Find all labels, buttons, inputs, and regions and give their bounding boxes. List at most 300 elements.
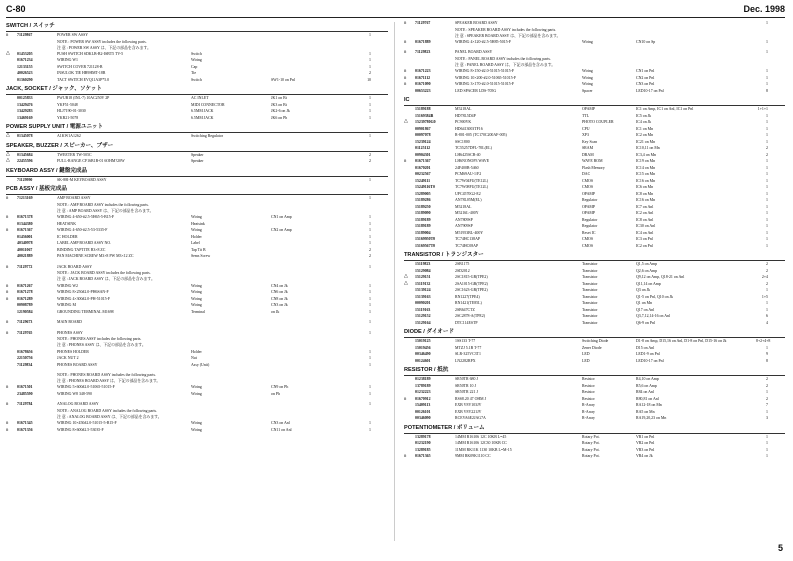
- safety-mark: △: [6, 158, 10, 164]
- note-text: 注 意 : SPEAKER BOARD ASSY は、下記の部品を含みます。: [455, 33, 561, 38]
- safety-mark: △: [6, 50, 10, 56]
- part-description: LABEL AMP BOARD ASSY NO.: [57, 241, 112, 246]
- note-text: NOTE : POWER SW ASSY includes the following parts.: [57, 39, 147, 44]
- part-number: 15139124: [415, 288, 431, 293]
- part-remark: Wiring: [582, 82, 593, 87]
- part-number: 01453205: [17, 51, 33, 56]
- section-heading: POTENTIOMETER / ボリューム: [404, 425, 785, 434]
- part-description: TC7W04FU(TE12L): [455, 178, 489, 183]
- part-number: 00124601: [415, 358, 431, 363]
- part-remark: Transistor: [582, 262, 598, 267]
- part-remark: Wiring: [191, 421, 202, 426]
- new-part-mark: #: [6, 282, 9, 288]
- part-reference: Q2,6 on Amp: [636, 268, 658, 273]
- part-number: 00908789: [17, 303, 33, 308]
- part-remark: SRAM: [582, 146, 594, 151]
- part-description: TC55257DFL-70L(EL): [455, 146, 492, 151]
- part-row: [6, 391, 388, 398]
- part-remark: Transistor: [582, 301, 598, 306]
- part-remark: Flash Memory: [582, 165, 605, 170]
- part-description: 14MM R16106 12C 10KB L=45: [455, 434, 507, 439]
- part-description: RN1227(TPE4): [455, 294, 480, 299]
- part-number: 00097078: [415, 133, 431, 138]
- part-quantity: 1+5: [761, 294, 768, 299]
- part-description: LH6NONOP3 WAVE: [455, 159, 490, 164]
- part-remark: Cap: [191, 64, 198, 69]
- part-quantity: 9: [766, 352, 768, 357]
- part-quantity: 2: [766, 377, 768, 382]
- part-quantity: 1: [369, 109, 371, 114]
- part-quantity: 2: [766, 383, 768, 388]
- part-quantity: 2: [766, 152, 768, 157]
- part-remark: Wiring: [191, 296, 202, 301]
- part-quantity: 2: [369, 254, 371, 259]
- part-quantity: 1: [369, 427, 371, 432]
- note-text: 注 意 : AMP BOARD ASSY は、下記の部品を含みます。: [57, 209, 154, 214]
- part-number: 01671367: [415, 159, 431, 164]
- part-description: PUSH SWITCH SDKLB-B2-ISBT5 TV-5: [57, 51, 124, 56]
- part-reference: RA5 on Mn: [636, 409, 655, 414]
- part-description: A1KW1A1262: [57, 134, 81, 139]
- part-description: RCEVA6E2JAG7A: [455, 416, 486, 421]
- new-part-mark: [404, 320, 415, 327]
- part-description: M51953BL-400Y: [455, 230, 484, 235]
- part-reference: CN11 on Anl: [271, 427, 292, 432]
- part-description: PWUB18 (INL-7) 10AC250V 2P: [57, 96, 110, 101]
- part-remark: Resistor: [582, 377, 595, 382]
- new-part-mark: [6, 77, 17, 84]
- new-part-mark: #: [6, 263, 9, 269]
- part-quantity: 1: [766, 243, 768, 248]
- part-reference: CN6 on Jk: [271, 290, 288, 295]
- part-quantity: 1: [369, 33, 371, 37]
- part-reference: D15 on Anl: [636, 345, 655, 350]
- part-reference: JK3 on Bt: [271, 102, 287, 107]
- part-row: [404, 39, 785, 46]
- part-reference: Q1,5 on Amp: [636, 262, 658, 267]
- part-quantity: 2+4: [761, 275, 768, 280]
- part-reference: CN3 on Anl: [271, 421, 290, 426]
- part-quantity: 1: [369, 296, 371, 301]
- part-reference: Q3 on Jk: [636, 288, 651, 293]
- part-remark: CMOS: [582, 243, 594, 248]
- part-remark: OPAMP: [582, 211, 596, 216]
- part-quantity: 1: [766, 447, 768, 452]
- part-quantity: 1: [766, 230, 768, 235]
- note-text: 注 意 : JACK BOARD ASSY は、下記の部品を含みます。: [57, 277, 155, 282]
- part-quantity: 1: [369, 196, 371, 201]
- part-number: 15129164: [415, 320, 431, 325]
- part-quantity: 1: [766, 113, 768, 118]
- part-row: [404, 453, 785, 460]
- page-number: 5: [777, 543, 783, 553]
- part-reference: IC21 on Mn: [636, 139, 656, 144]
- part-remark: Transistor: [582, 314, 598, 319]
- part-number: 01345684: [17, 152, 33, 157]
- part-remark: Regulator: [582, 224, 598, 229]
- part-quantity: 1: [766, 198, 768, 203]
- part-remark: AC INLET: [191, 96, 209, 101]
- part-number: 00901867: [415, 126, 431, 131]
- new-part-mark: [6, 115, 17, 122]
- part-description: SR50TR 10 J: [455, 383, 476, 388]
- part-description: 2SB1175: [455, 262, 470, 267]
- part-remark: Assy (Unit): [191, 362, 210, 367]
- part-reference: IC2 on Pnl: [636, 243, 653, 248]
- part-number: 00346490: [415, 352, 431, 357]
- part-quantity: 1: [766, 237, 768, 242]
- part-description: HLJ7190-01-3030: [57, 109, 86, 114]
- part-remark: [191, 319, 271, 326]
- new-part-mark: [6, 309, 17, 316]
- part-quantity: 1: [766, 288, 768, 293]
- part-reference: R84 on Anl: [636, 390, 654, 395]
- part-reference: VR4 on Jk: [636, 454, 653, 459]
- part-description: EXB V8V103JV: [455, 403, 482, 408]
- part-number: 71129772: [17, 264, 33, 269]
- part-quantity: 1: [369, 362, 371, 367]
- part-reference: IC1 on Amp, IC1 on Anl, IC1 on Pnl: [636, 107, 694, 112]
- part-quantity: 1: [369, 215, 371, 220]
- part-quantity: 7: [766, 403, 768, 408]
- part-reference: CN3 on Jk: [271, 303, 288, 308]
- part-number: 12190584: [17, 309, 33, 314]
- part-number: 01671889: [415, 39, 431, 44]
- part-remark: Spacer: [582, 88, 593, 93]
- part-remark: R-Array: [582, 416, 595, 421]
- new-part-mark: [6, 177, 17, 184]
- note-text: NOTE : AMP BOARD ASSY includes the following parts.: [57, 202, 149, 207]
- part-description: POWER SW ASSY: [57, 33, 89, 37]
- part-number: 71129823: [415, 50, 431, 55]
- part-number: 00232567: [415, 172, 431, 177]
- part-quantity: 2: [766, 268, 768, 273]
- part-description: 2SC2878-A(TPE2): [455, 314, 486, 319]
- part-description: RSS8.20 47 OHM J: [455, 396, 487, 401]
- part-remark: OPAMP: [582, 107, 596, 112]
- section-heading: SPEAKER, BUZZER / スピーカー、ブザー: [6, 143, 388, 152]
- part-remark: LED: [582, 358, 590, 363]
- part-description: 9MM RK09K1110 CC: [455, 454, 491, 459]
- part-number: 01671090: [415, 82, 431, 87]
- part-description: 2SB647CTZ: [455, 307, 475, 312]
- part-description: AN7909SP: [455, 224, 473, 229]
- part-remark: Rotary Pot.: [582, 454, 600, 459]
- part-quantity: 1+1+1: [757, 107, 768, 112]
- part-reference: CN2 on Pnl: [636, 75, 655, 80]
- note-text: 注 意 : ANALOG BOARD ASSY は、下記の部品を含みます。: [57, 415, 162, 420]
- part-quantity: 3: [766, 416, 768, 421]
- new-part-mark: #: [6, 420, 9, 426]
- part-reference: IC6 on Mn: [636, 185, 654, 190]
- part-reference: IC16 on Mn: [636, 178, 656, 183]
- part-quantity: 1: [766, 454, 768, 459]
- part-number: 01671345: [17, 421, 33, 426]
- part-quantity: 1: [369, 64, 371, 69]
- part-description: WIRING 4×300#2.0-PH-51015-F: [57, 296, 110, 301]
- part-remark: Rotary Pot.: [582, 441, 600, 446]
- part-quantity: 1: [369, 134, 371, 139]
- part-number: 13289178: [415, 434, 431, 439]
- part-remark: OPAMP: [582, 191, 596, 196]
- part-remark: Regulator: [582, 198, 598, 203]
- part-row: [6, 427, 388, 434]
- new-part-mark: #: [6, 32, 9, 37]
- part-description: TC7W08FU(TE12L): [455, 185, 489, 190]
- part-description: IC HOLDER: [57, 234, 78, 239]
- part-quantity: 1: [766, 21, 768, 25]
- part-reference: Q11,14 on Amp: [636, 281, 661, 286]
- note-text: 注 意 : PHONES BOARD ASSY は、下記の部品を含みます。: [57, 379, 161, 384]
- part-reference: IC1 on Mn: [636, 126, 654, 131]
- note-text: 注 意 : PHONES ASSY は、下記の部品を含みます。: [57, 343, 146, 348]
- new-part-mark: [6, 253, 17, 260]
- part-reference: VR2 on Pnl: [636, 441, 655, 446]
- note-text: NOTE : ANALOG BOARD ASSY includes the following parts.: [57, 408, 158, 413]
- part-quantity: 1: [766, 434, 768, 439]
- part-number: 71129673: [17, 320, 33, 325]
- part-description: JACK BOARD ASSY: [57, 264, 93, 269]
- part-reference: IC8 on Anl: [636, 217, 654, 222]
- part-reference: LED10-17 on Pnl: [636, 358, 664, 363]
- part-reference: IC2 on Mn: [636, 133, 654, 138]
- part-reference: Q6-9 on Pnl: [636, 320, 656, 325]
- part-reference: IC14 on Mn: [636, 165, 656, 170]
- note-text: NOTE : PHONES ASSY includes the following parts.: [57, 337, 142, 342]
- part-description: PHONES ASSY: [57, 330, 83, 335]
- part-number: 71129765: [17, 330, 33, 335]
- part-quantity: 1: [369, 51, 371, 56]
- part-quantity: 1: [369, 356, 371, 360]
- part-number: 15169384B: [415, 113, 434, 118]
- part-remark: Sems Screw: [191, 254, 211, 259]
- part-remark: OPAMP: [582, 204, 596, 209]
- part-number: 01671267: [17, 283, 33, 288]
- part-remark: Wiring: [191, 228, 202, 233]
- right-column: [404, 20, 785, 460]
- section-heading: DIODE / ダイオード: [404, 329, 785, 338]
- part-number: 00346090: [415, 416, 431, 421]
- part-reference: IC16 on Mn: [636, 198, 656, 203]
- part-number: 01670201: [415, 165, 431, 170]
- part-quantity: 1: [766, 211, 768, 216]
- part-description: PHONES BOARD ASSY: [57, 362, 98, 367]
- section-heading: JACK, SOCKET / ジャック、ソケット: [6, 86, 388, 95]
- part-quantity: 1: [766, 82, 768, 87]
- new-part-mark: #: [6, 295, 9, 301]
- part-reference: [271, 133, 359, 140]
- part-quantity: 2: [766, 146, 768, 151]
- part-quantity: 1: [766, 139, 768, 144]
- part-row: [404, 243, 785, 250]
- part-quantity: 1: [369, 320, 371, 325]
- part-quantity: 1: [766, 301, 768, 306]
- part-description: RN1421(TE85L): [455, 301, 482, 306]
- new-part-mark: #: [404, 395, 407, 401]
- part-remark: R-Array: [582, 403, 595, 408]
- part-description: 2SC1623-GR(TPE2): [455, 288, 488, 293]
- part-reference: R5,6 on Amp: [636, 383, 657, 388]
- part-reference: Q1-5 on Pnl, Q10 on Jk: [636, 294, 673, 299]
- part-remark: 6.5MM JACK: [191, 115, 214, 120]
- part-quantity: 2: [766, 396, 768, 401]
- part-reference: VR3 on Pnl: [636, 447, 655, 452]
- part-remark: Transistor: [582, 275, 598, 280]
- part-quantity: 1: [369, 221, 371, 226]
- part-remark: Wiring: [191, 283, 202, 288]
- part-remark: Transistor: [582, 288, 598, 293]
- new-part-mark: [404, 88, 415, 95]
- part-quantity: 2: [369, 71, 371, 76]
- part-remark: Wiring: [191, 58, 202, 63]
- part-description: HEATSINK: [57, 221, 77, 226]
- part-number: 01670912: [415, 396, 431, 401]
- part-number: 01344380: [17, 221, 33, 226]
- part-reference: R4,10 on Amp: [636, 377, 659, 382]
- part-description: 24F400B-5460: [455, 165, 479, 170]
- section-heading: IC: [404, 97, 785, 106]
- part-reference: IC4 on Anl: [636, 230, 654, 235]
- part-remark: Resistor: [582, 383, 595, 388]
- part-number: 01671365: [415, 454, 431, 459]
- part-description: LH6425SCB-40: [455, 152, 481, 157]
- part-number: 71213169: [17, 196, 33, 201]
- part-description: 11MM RK11K 1130 10KB L=M-15: [455, 447, 512, 452]
- part-description: EXB V8V221JV: [455, 409, 482, 414]
- part-description: LN2282RPX: [455, 358, 476, 363]
- part-remark: LED: [582, 352, 590, 357]
- part-quantity: 1: [766, 172, 768, 177]
- part-quantity: 10: [367, 77, 371, 82]
- part-remark: Holder: [191, 234, 202, 239]
- part-description: TC74HC138AP: [455, 237, 481, 242]
- part-description: PANEL BOARD ASSY: [455, 50, 493, 55]
- part-reference: CN4 on Jk: [271, 283, 288, 288]
- column-divider: [394, 22, 395, 541]
- part-description: WIRING 8×150-#2.0-51015-51015-F: [455, 69, 515, 74]
- page-code: C-80: [6, 4, 26, 14]
- part-reference: VR1 on Pnl: [636, 434, 655, 439]
- part-quantity: 1: [766, 165, 768, 170]
- part-number: 71129784: [17, 402, 33, 407]
- part-number: 40011067: [17, 247, 33, 252]
- part-description: TC74HC08AP: [455, 243, 479, 248]
- part-number: 15019456: [415, 345, 431, 350]
- part-quantity: 1: [369, 96, 371, 101]
- part-remark: Terminal: [191, 309, 205, 314]
- part-remark: MIDI CONNECTOR: [191, 102, 225, 107]
- part-number: 23485590: [17, 391, 33, 396]
- new-part-mark: #: [404, 38, 407, 44]
- part-number: 12133155: [17, 64, 33, 69]
- part-remark: Wiring: [582, 75, 593, 80]
- part-reference: Q3,7,12,14-16 on Anl: [636, 314, 671, 319]
- part-remark: Wiring: [582, 69, 593, 74]
- part-number: 40340978: [17, 241, 33, 246]
- part-quantity: 1: [766, 120, 768, 125]
- part-reference: CN8 on Jk: [271, 296, 288, 301]
- part-number: 00090201: [415, 301, 431, 306]
- part-remark: Label: [191, 241, 200, 246]
- part-remark: CMOS: [582, 178, 594, 183]
- new-part-mark: #: [6, 289, 9, 295]
- part-description: UPC4570G2-E2: [455, 191, 481, 196]
- part-remark: Wiring: [191, 385, 202, 390]
- part-description: M5216L-400Y: [455, 211, 479, 216]
- new-part-mark: #: [6, 384, 9, 390]
- part-remark: Transistor: [582, 281, 598, 286]
- part-quantity: 1: [766, 50, 768, 55]
- part-quantity: 1: [369, 391, 371, 396]
- part-quantity: 1: [369, 177, 371, 182]
- part-row: [6, 133, 388, 140]
- part-remark: 6.5MM JACK: [191, 109, 214, 114]
- part-reference: Q1 on Mn: [636, 301, 652, 306]
- part-reference: IC8 on Mn: [636, 191, 654, 196]
- part-description: AMP BOARD ASSY: [57, 196, 91, 201]
- part-description: WIRING 3×170-#2.0-51015-51015-F: [455, 82, 515, 87]
- part-description: SPEAKER BOARD ASSY: [455, 21, 498, 25]
- part-number: 01671289: [17, 296, 33, 301]
- new-part-mark: #: [6, 195, 9, 201]
- part-description: SSC1800: [455, 139, 470, 144]
- part-number: 15019125: [415, 339, 431, 344]
- part-row: [404, 88, 785, 95]
- part-number: 71129834: [17, 362, 33, 367]
- new-part-mark: #: [6, 214, 9, 220]
- part-description: 2SC1815-GR(TPE2): [455, 275, 488, 280]
- safety-mark: △: [6, 133, 10, 139]
- part-quantity: 1: [369, 303, 371, 308]
- part-number: 01125112: [415, 146, 431, 151]
- part-quantity: 1: [369, 241, 371, 246]
- part-quantity: 1: [766, 178, 768, 183]
- part-description: ANALOG BOARD ASSY: [57, 402, 99, 407]
- part-remark: Key Scan: [582, 139, 598, 144]
- part-reference: Q9,12 on Amp, Q18-21 on Anl: [636, 275, 685, 280]
- part-quantity: 1: [369, 421, 371, 426]
- part-quantity: 1: [369, 234, 371, 239]
- part-remark: Transistor: [582, 268, 598, 273]
- part-description: YKB21-5078: [57, 115, 79, 120]
- note-text: NOTE : PHONES BOARD ASSY includes the following parts.: [57, 373, 156, 377]
- new-part-mark: #: [6, 329, 9, 335]
- part-description: AN78L05M(EL): [455, 198, 482, 203]
- part-remark: DRAM: [582, 152, 594, 157]
- part-quantity: 1: [766, 133, 768, 138]
- note-text: 注 意 : PANEL BOARD ASSY は、下記の部品を含みます。: [455, 63, 556, 68]
- part-description: WIRING 4-650-#2.5-53-5335-F: [57, 228, 108, 233]
- part-number: 00904301: [415, 152, 431, 157]
- part-row: [6, 362, 388, 369]
- part-reference: CN1 on Amp: [271, 215, 292, 220]
- part-description: TACT SWITCH EVQ11A3P*5.0: [57, 77, 110, 82]
- part-description: WIRING W2: [57, 283, 78, 288]
- part-reference: CN2 on Amp: [271, 228, 292, 233]
- part-row: [6, 253, 388, 260]
- part-number: 22455596: [17, 159, 33, 164]
- new-part-mark: #: [6, 426, 9, 432]
- part-quantity: 1: [369, 330, 371, 335]
- part-remark: Zener Diode: [582, 345, 602, 350]
- document-date: Dec. 1998: [743, 4, 785, 14]
- part-quantity: 1: [369, 349, 371, 354]
- part-remark: Transistor: [582, 307, 598, 312]
- part-number: 01671501: [17, 385, 33, 390]
- part-description: TWEETER TW-505C: [57, 152, 92, 157]
- part-number: 01360290: [17, 77, 33, 82]
- part-description: YKF51-5048: [57, 102, 78, 107]
